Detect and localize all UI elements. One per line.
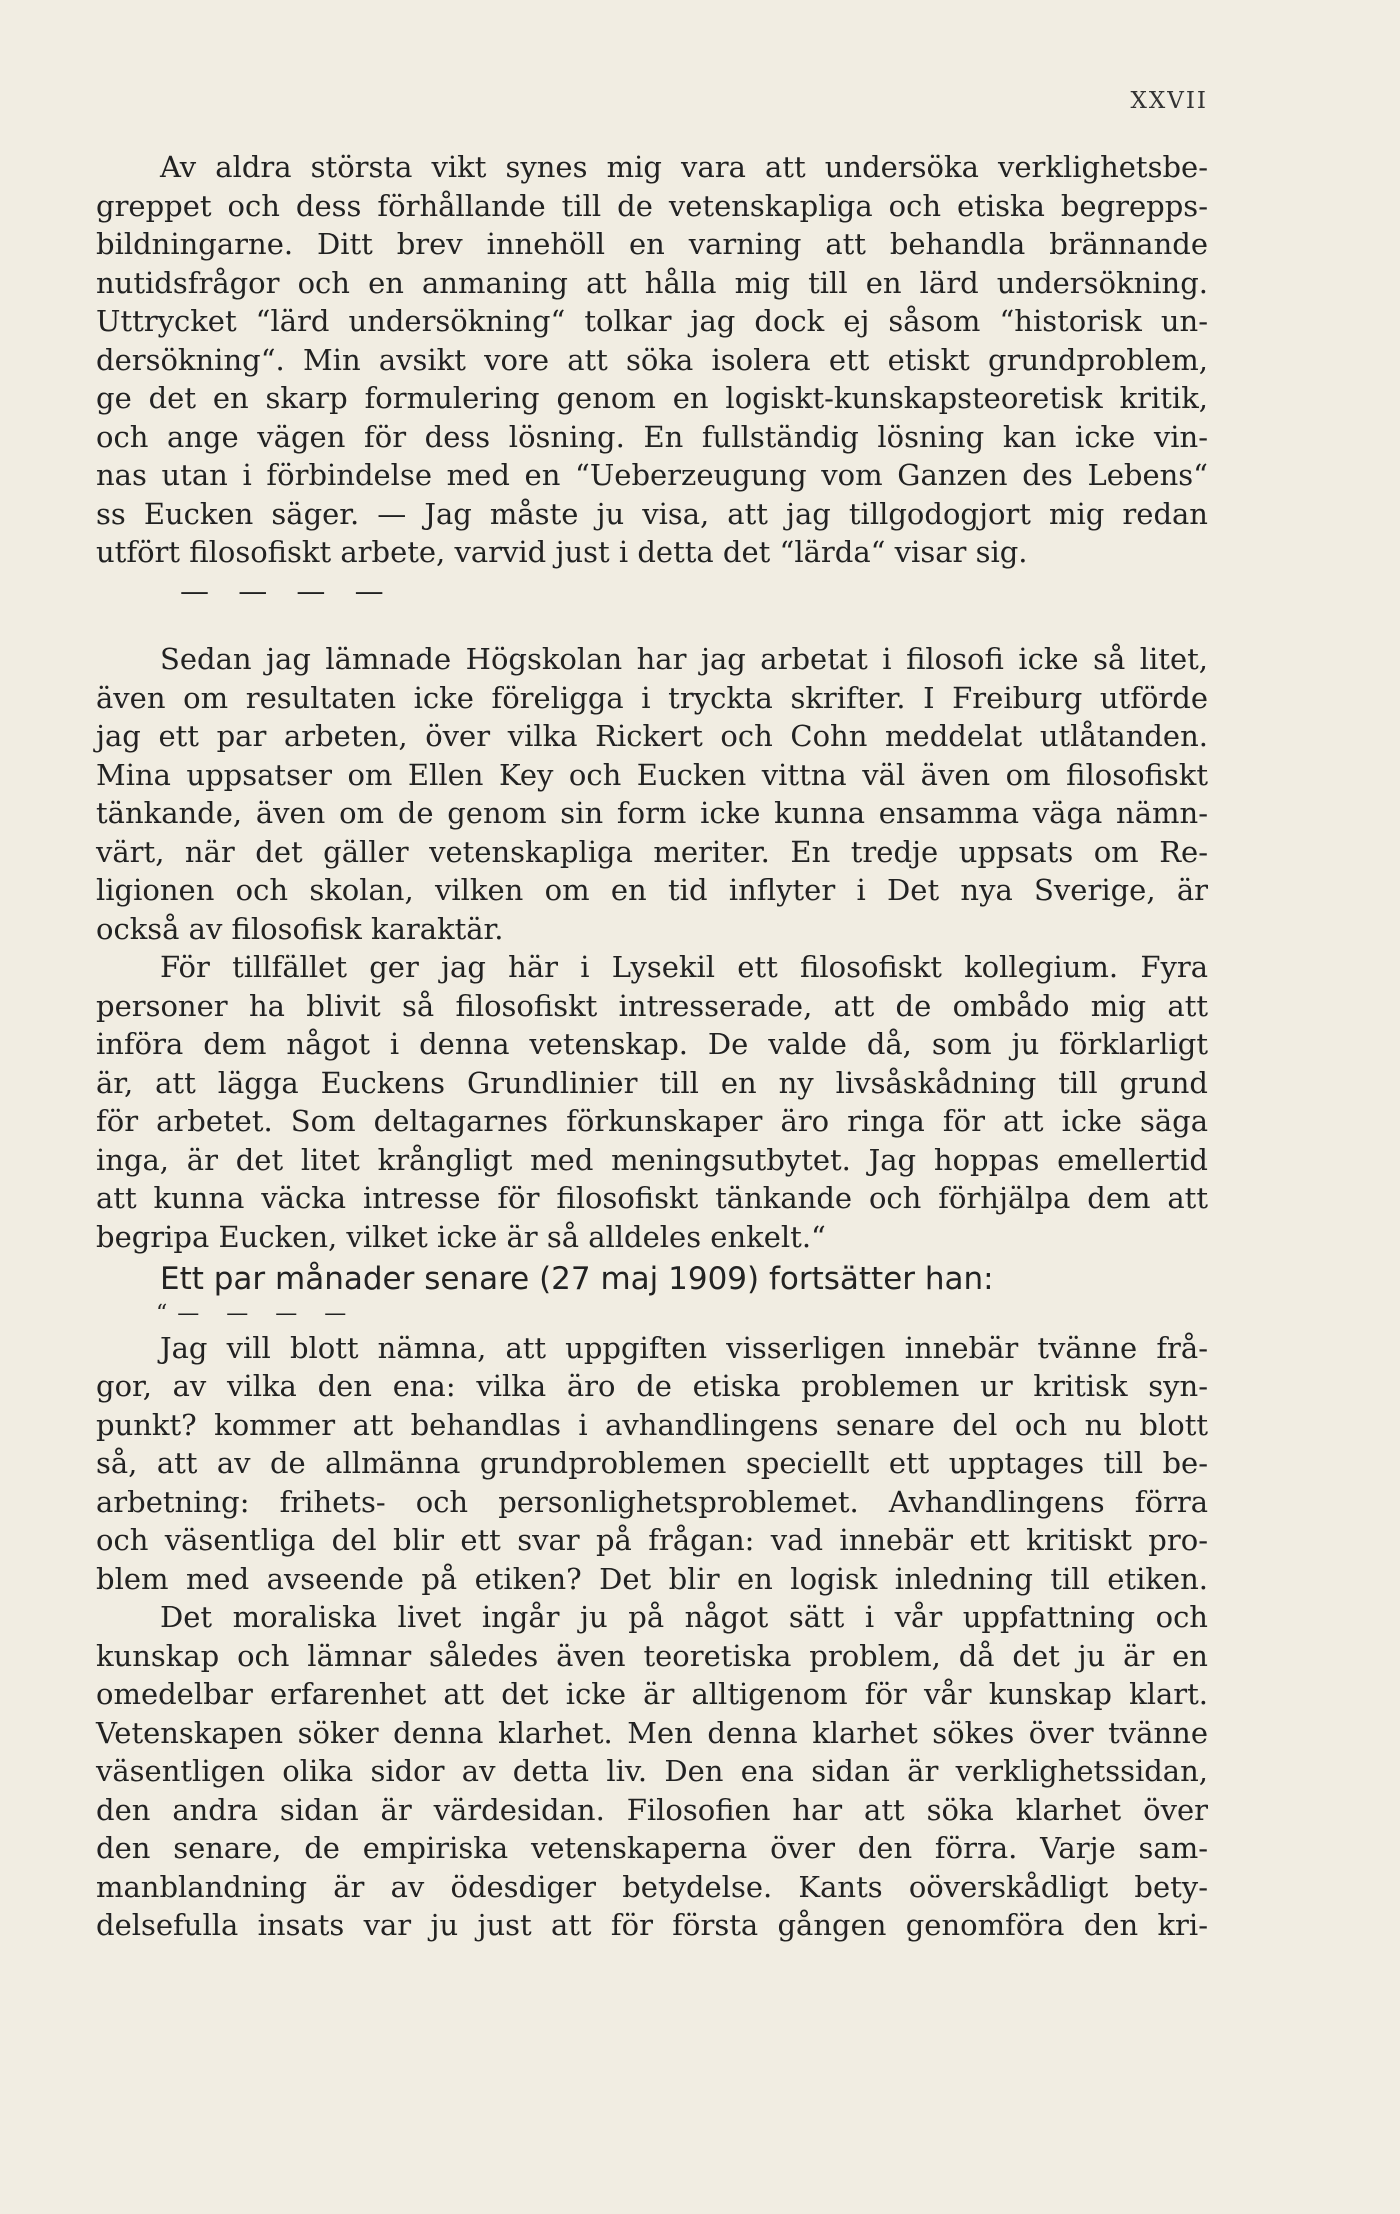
text-line: den andra sidan är värdesidan. Filosofien har att söka klarhet över [96,1792,1208,1827]
text-line: ge det en skarp formulering genom en logiskt-kunskapsteoretisk kritik, [96,381,1208,415]
text-line: Sedan jag lämnade Högskolan har jag arbetat i filosofi icke så litet, [160,642,1208,676]
text-line: manblandning är av ödesdiger betydelse. Kants oöverskådligt bety- [96,1869,1208,1904]
text-line: greppet och dess förhållande till de vetenskapliga och etiska begrepps- [96,188,1208,223]
text-line: Vetenskapen söker denna klarhet. Men denna klarhet sökes över tvänne [96,1715,1208,1750]
text-line: Jag vill blott nämna, att uppgiften visserligen innebär tvänne frå- [160,1330,1208,1365]
text-line: att kunna väcka intresse för filosofiskt tänkande och förhjälpa dem att [96,1181,1208,1215]
text-line: omedelbar erfarenhet att det icke är alltigenom för vår kunskap klart. [96,1677,1208,1711]
text-line: tänkande, även om de genom sin form icke kunna ensamma väga nämn- [96,796,1208,830]
text-line: ligionen och skolan, vilken om en tid inflyter i Det nya Sverige, är [96,873,1208,907]
text-line: också av filosofisk karaktär. [96,911,504,946]
text-line: För tillfället ger jag här i Lysekil ett filosofiskt kollegium. Fyra [160,950,1208,984]
text-line: blem med avseende på etiken? Det blir en logisk inledning till etiken. [96,1561,1208,1596]
text-line: Det moraliska livet ingår ju på något sätt i vår uppfattning och [160,1600,1208,1634]
page-number: XXVII [1130,88,1208,114]
text-line: punkt? kommer att behandlas i avhandlingens senare del och nu blott [96,1407,1208,1442]
section-heading: Ett par månader senare (27 maj 1909) fortsätter han: [160,1261,994,1297]
text-line: begripa Eucken, vilket icke är så alldeles enkelt.“ [96,1219,826,1254]
text-line: utfört filosofiskt arbete, varvid just i detta det “lärda“ visar sig. [96,535,1028,569]
text-line: Uttrycket “lärd undersökning“ tolkar jag dock ej såsom “historisk un- [96,304,1208,338]
text-line: personer ha blivit så filosofiskt intresserade, att de ombådo mig att [96,988,1208,1023]
text-line: “— — — — [156,1300,357,1326]
text-line: införa dem något i denna vetenskap. De valde då, som ju förklarligt [96,1027,1208,1061]
text-line: Mina uppsatser om Ellen Key och Eucken vittna väl även om filosofiskt [96,757,1208,792]
text-line: — — — — [180,573,394,608]
text-line: kunskap och lämnar således även teoretiska problem, då det ju är en [96,1638,1208,1673]
text-line: gor, av vilka den ena: vilka äro de etiska problemen ur kritisk syn- [96,1369,1208,1403]
text-line: värt, när det gäller vetenskapliga meriter. En tredje uppsats om Re- [96,834,1208,869]
text-line: den senare, de empiriska vetenskaperna över den förra. Varje sam- [96,1831,1208,1865]
text-line: ss Eucken säger. — Jag måste ju visa, att jag tillgodogjort mig redan [96,496,1208,531]
text-line: väsentligen olika sidor av detta liv. Den ena sidan är verklighetssidan, [96,1754,1208,1788]
body-text [96,148,1208,1945]
text-line: och ange vägen för dess lösning. En fullständig lösning kan icke vin- [96,419,1208,454]
text-line: även om resultaten icke föreligga i tryckta skrifter. I Freiburg utförde [96,680,1208,715]
text-line: är, att lägga Euckens Grundlinier till en ny livsåskådning till grund [96,1065,1208,1100]
text-line: så, att av de allmänna grundproblemen speciellt ett upptages till be- [96,1446,1208,1480]
text-line: arbetning: frihets- och personlighetsproblemet. Avhandlingens förra [96,1484,1208,1519]
text-line: bildningarne. Ditt brev innehöll en varning att behandla brännande [96,227,1208,261]
text-line: och väsentliga del blir ett svar på frågan: vad innebär ett kritiskt pro- [96,1523,1208,1557]
text-line: för arbetet. Som deltagarnes förkunskaper äro ringa för att icke säga [96,1104,1208,1138]
text-line: nas utan i förbindelse med en “Ueberzeugung vom Ganzen des Lebens“ [96,458,1208,492]
text-line: dersökning“. Min avsikt vore att söka isolera ett etiskt grundproblem, [96,342,1208,377]
text-line: Av aldra största vikt synes mig vara att undersöka verklighetsbe- [160,150,1208,184]
text-line: jag ett par arbeten, över vilka Rickert och Cohn meddelat utlåtanden. [96,719,1208,753]
text-line: delsefulla insats var ju just att för första gången genomföra den kri- [96,1908,1208,1942]
text-line: inga, är det litet krångligt med meningsutbytet. Jag hoppas emellertid [96,1142,1208,1177]
text-line: nutidsfrågor och en anmaning att hålla mig till en lärd undersökning. [96,265,1208,300]
